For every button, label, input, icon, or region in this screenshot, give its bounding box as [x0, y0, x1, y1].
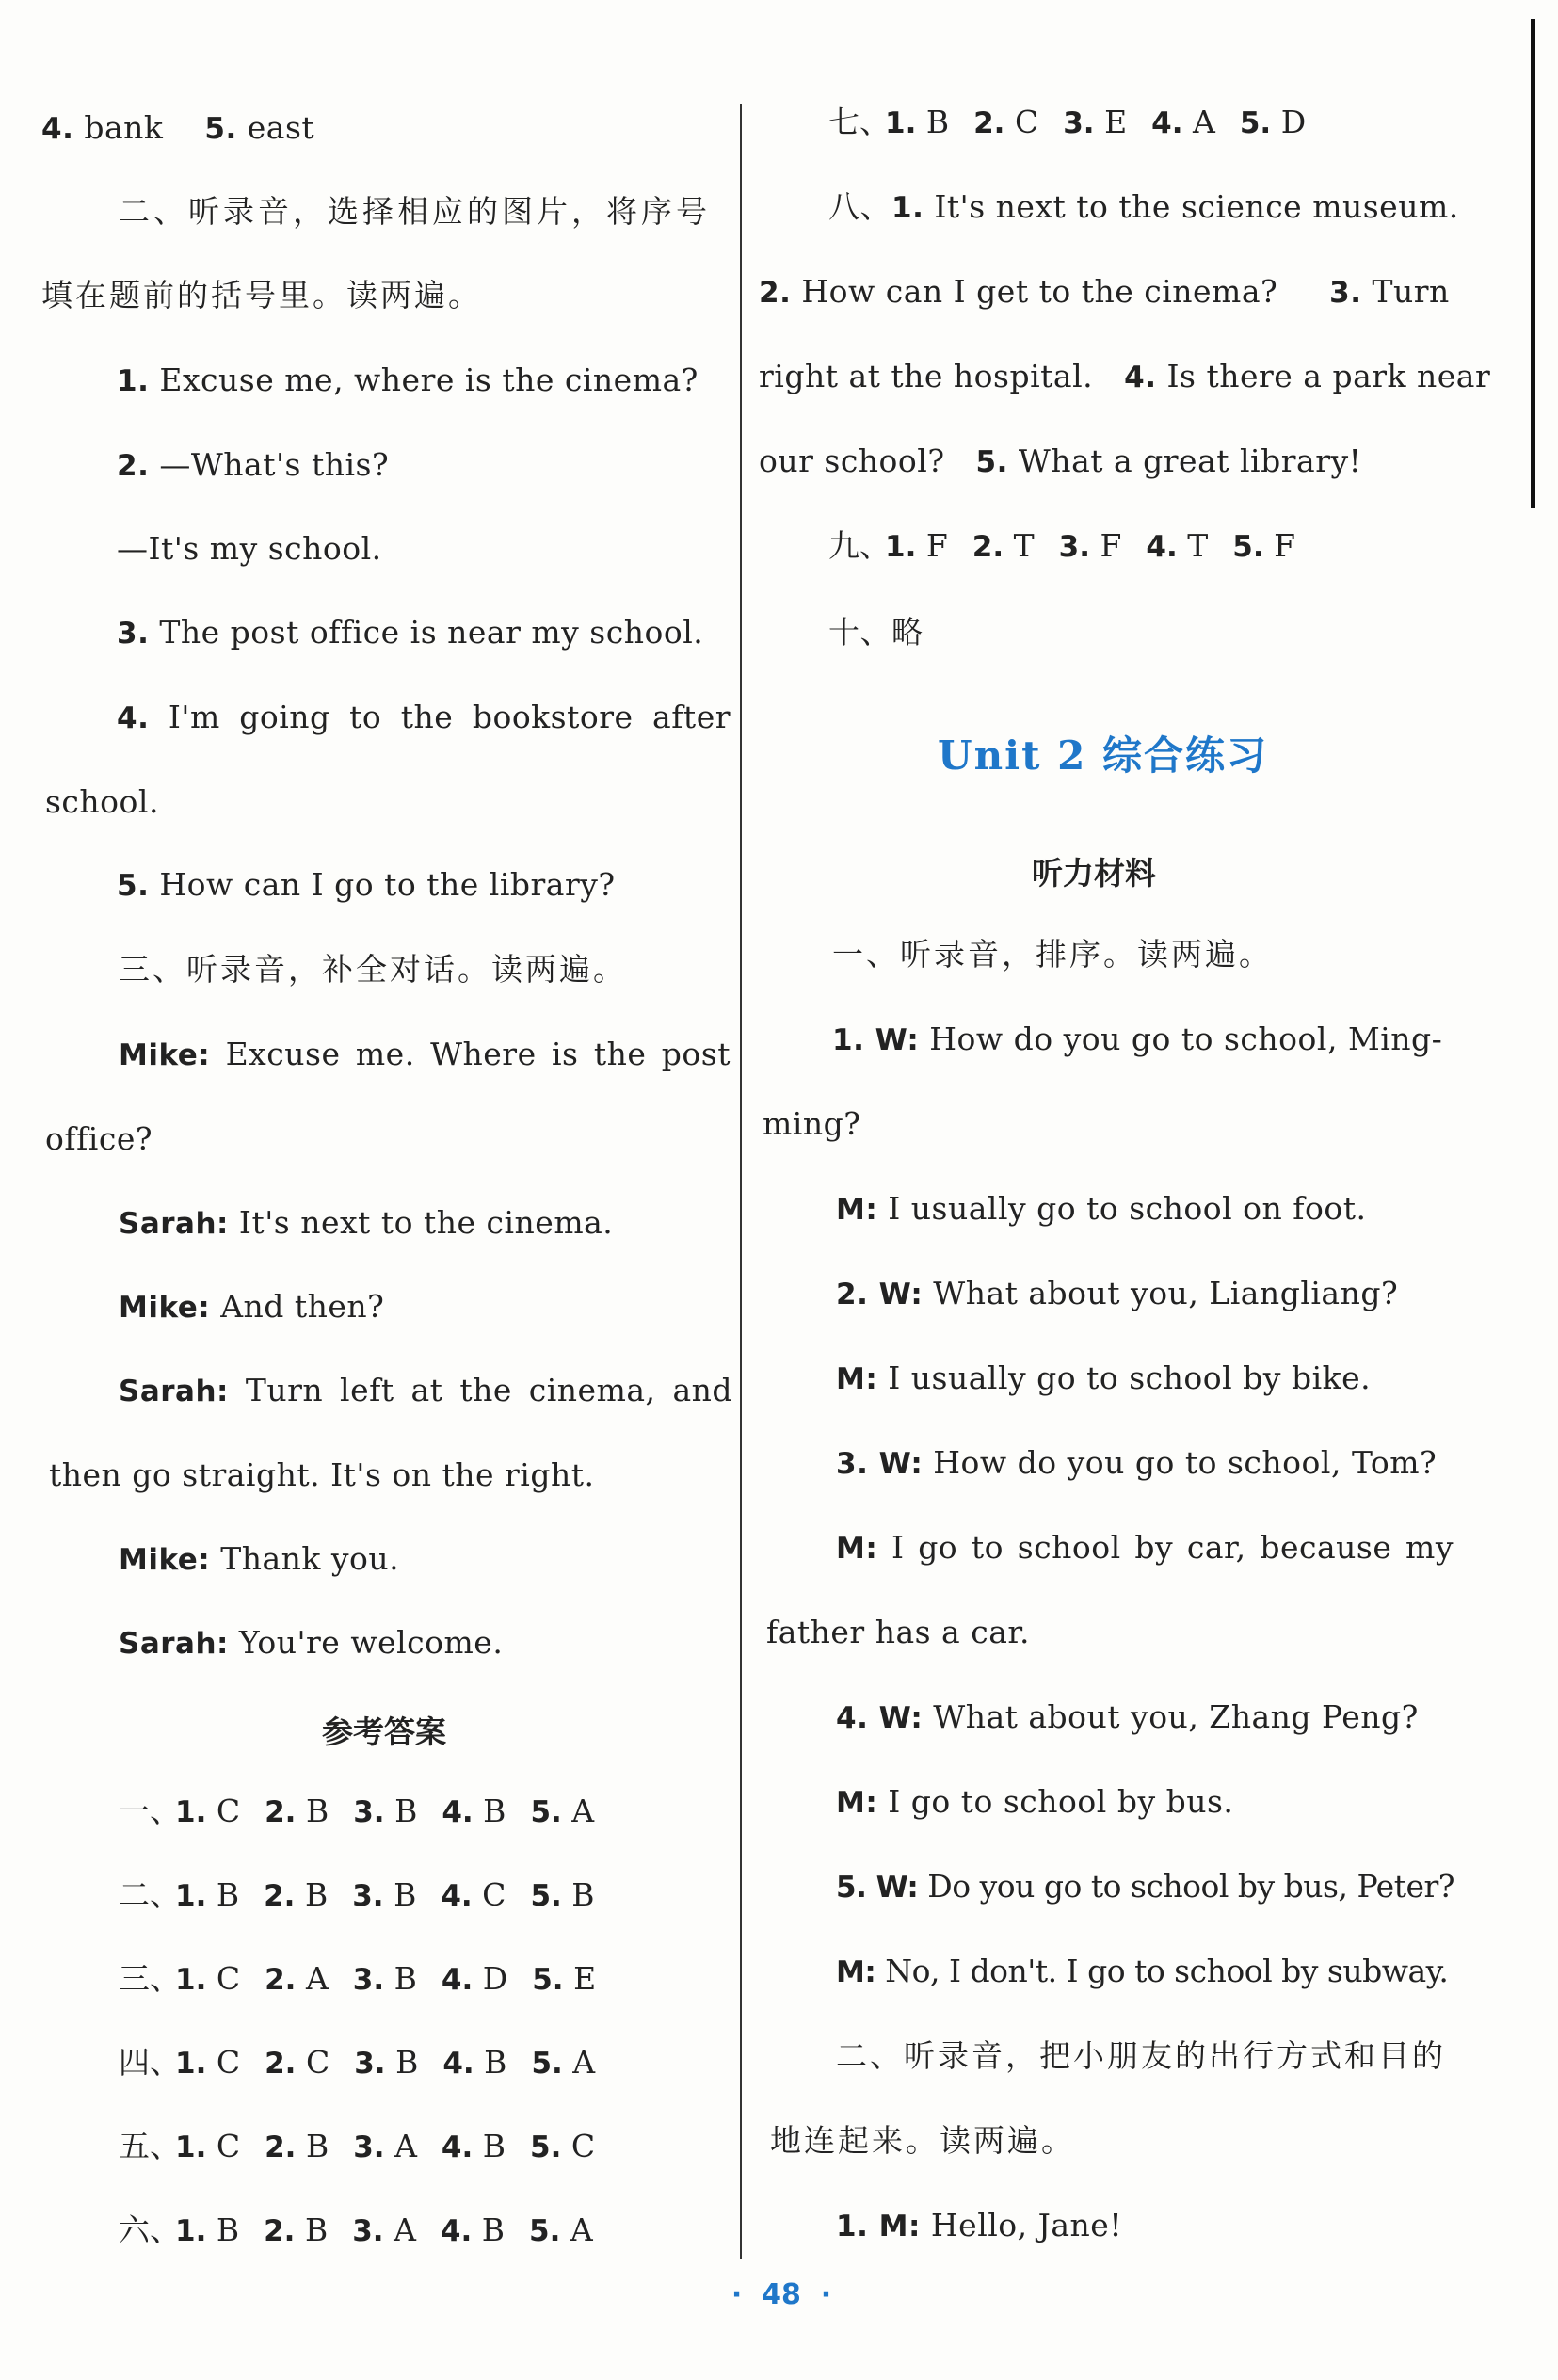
- answer-item: [441, 2211, 505, 2250]
- answer-item: [264, 1876, 328, 1915]
- answer-item: [1240, 104, 1306, 142]
- answer-item-value: B: [295, 1876, 329, 1913]
- answer-item-value: D: [473, 1960, 508, 1997]
- answer-item: [1151, 104, 1215, 142]
- answer-item-value: B: [472, 2211, 506, 2248]
- answer-item-value: T: [1004, 527, 1035, 564]
- answer-item-value: E: [563, 1960, 597, 1997]
- answer-item-number: 3.: [352, 1963, 385, 1997]
- unit-title: Unit 2 综合练习: [938, 732, 1268, 779]
- answer-item-value: F: [916, 527, 948, 564]
- answer-row-label: 四、: [119, 2044, 181, 2081]
- answer-row-7: [828, 104, 1330, 142]
- answer-item-value: B: [916, 104, 950, 140]
- answer-item-value: E: [1094, 104, 1128, 140]
- answer-row: [119, 2211, 618, 2250]
- answer-item-number: 1.: [175, 1879, 207, 1913]
- page-dot-right: ·: [820, 2278, 832, 2311]
- answer-row-label: 三、: [119, 1960, 181, 1997]
- answer-item-number: 1.: [175, 2047, 207, 2081]
- answer-item: [353, 1793, 417, 1831]
- page-number: [697, 2278, 866, 2311]
- answer-item: [442, 1793, 506, 1831]
- answer-item-number: 3.: [1063, 106, 1095, 140]
- answer-item-value: D: [1271, 104, 1307, 140]
- answer-item-value: C: [206, 1793, 241, 1829]
- left-line-13: office?: [45, 1120, 153, 1157]
- answer-row: [119, 2044, 619, 2082]
- answer-item: [532, 1960, 596, 1999]
- right-line-10: 1. W: How do you go to school, Ming-: [832, 1021, 1443, 1057]
- answer-item-value: B: [473, 1793, 506, 1829]
- answer-item: [531, 2044, 595, 2082]
- answer-row-label: 五、: [119, 2128, 181, 2164]
- answer-item: [175, 2128, 240, 2166]
- answer-item-value: A: [384, 2128, 417, 2164]
- answer-item-value: T: [1177, 527, 1209, 564]
- left-line-17: then go straight. It's on the right.: [49, 1456, 595, 1493]
- answer-item-number: 3.: [352, 1879, 384, 1913]
- answer-item: [353, 2128, 417, 2166]
- right-line-22: 二、听录音，把小朋友的出行方式和目的: [836, 2037, 1446, 2074]
- answer-item: [353, 1960, 417, 1999]
- answer-item-value: A: [383, 2211, 416, 2248]
- answer-item: [530, 1876, 594, 1915]
- answer-item-number: 1.: [885, 530, 917, 564]
- right-line-19: M: I go to school by bus.: [836, 1783, 1234, 1820]
- answer-item: [530, 2128, 595, 2166]
- right-line-18: 4. W: What about you, Zhang Peng?: [836, 1698, 1419, 1735]
- answer-item-value: B: [206, 1876, 240, 1913]
- answer-item: [265, 1960, 329, 1999]
- answer-row: [119, 1876, 619, 1915]
- left-line-07: 3. The post office is near my school.: [117, 614, 704, 651]
- left-line-18: Mike: Thank you.: [119, 1540, 400, 1577]
- answer-item: [175, 2044, 240, 2082]
- answer-item: [175, 1793, 240, 1831]
- answer-row-9: [828, 527, 1320, 566]
- answer-item-number: 4.: [442, 1795, 474, 1829]
- answer-item-value: B: [383, 1876, 417, 1913]
- answer-item-value: B: [473, 2128, 506, 2164]
- left-line-08: 4. I'm going to the bookstore after: [117, 699, 731, 735]
- answer-item-number: 2.: [265, 1795, 297, 1829]
- answer-item-value: F: [1089, 527, 1122, 564]
- answer-item-number: 4.: [441, 1879, 473, 1913]
- right-line-16: M: I go to school by car, because my: [836, 1529, 1454, 1566]
- answer-item: [885, 104, 949, 142]
- answer-item: [352, 2211, 416, 2250]
- left-line-06: —It's my school.: [117, 530, 382, 567]
- left-line-02: 二、听录音，选择相应的图片，将序号: [119, 193, 711, 230]
- page-edge-bar: [1531, 19, 1535, 508]
- answer-item: [265, 1793, 329, 1831]
- right-line-21: M: No, I don't. I go to school by subway.: [836, 1953, 1449, 1989]
- answer-item-value: B: [385, 2044, 419, 2081]
- right-line-03: 2. How can I get to the cinema? 3. Turn: [759, 273, 1450, 310]
- right-line-14: M: I usually go to school by bike.: [836, 1359, 1372, 1396]
- answer-item-number: 2.: [265, 1963, 297, 1997]
- left-line-10: 5. How can I go to the library?: [117, 866, 616, 903]
- answer-item-number: 3.: [354, 2047, 386, 2081]
- page-dot-left: ·: [731, 2278, 743, 2311]
- answer-item: [1063, 104, 1127, 142]
- right-line-24: 1. M: Hello, Jane!: [836, 2207, 1123, 2243]
- answer-item-value: C: [472, 1876, 506, 1913]
- answer-item-number: 1.: [885, 106, 917, 140]
- answer-item: [175, 2211, 239, 2250]
- answer-item: [973, 104, 1038, 142]
- answer-item: [265, 2044, 329, 2082]
- answer-row-label: 九、: [828, 527, 891, 564]
- right-line-05: our school? 5. What a great library!: [759, 442, 1362, 479]
- right-line-13: 2. W: What about you, Liangliang?: [836, 1275, 1399, 1311]
- answer-item-number: 5.: [1232, 530, 1264, 564]
- answer-item-number: 3.: [353, 2131, 385, 2164]
- answer-item: [1059, 527, 1122, 566]
- answer-item-number: 3.: [352, 2214, 384, 2248]
- answer-item-number: 1.: [175, 1795, 207, 1829]
- answer-item-number: 5.: [530, 1879, 562, 1913]
- answer-item-number: 4.: [1146, 530, 1178, 564]
- answer-item-number: 5.: [530, 2131, 562, 2164]
- left-line-03: 填在题前的括号里。读两遍。: [41, 277, 482, 314]
- left-line-12: Mike: Excuse me. Where is the post: [119, 1036, 731, 1072]
- answer-row-label: 六、: [119, 2211, 181, 2248]
- right-line-04: right at the hospital. 4. Is there a park near: [759, 358, 1491, 394]
- answer-item-value: A: [560, 2211, 593, 2248]
- answer-item-number: 3.: [353, 1795, 385, 1829]
- left-line-16: Sarah: Turn left at the cinema, and: [119, 1372, 732, 1408]
- answer-item: [972, 527, 1035, 566]
- answer-item-value: A: [1182, 104, 1215, 140]
- answer-item: [264, 2211, 328, 2250]
- answer-item-number: 2.: [264, 1879, 296, 1913]
- answer-item-value: C: [561, 2128, 596, 2164]
- answer-item: [175, 1960, 240, 1999]
- answer-item-number: 4.: [441, 1963, 474, 1997]
- page-number-value: 48: [762, 2278, 801, 2311]
- answer-item-value: C: [206, 2044, 241, 2081]
- right-line-07: 十、略: [828, 614, 924, 651]
- right-line-11: ming?: [763, 1105, 861, 1142]
- right-line-02: 八、1. It's next to the science museum.: [828, 188, 1459, 225]
- answer-item-number: 4.: [440, 2214, 473, 2248]
- answer-row: [119, 1793, 618, 1831]
- answer-item-number: 4.: [1151, 106, 1183, 140]
- answer-item-value: B: [295, 2211, 329, 2248]
- answer-row: [119, 2128, 619, 2166]
- answer-item: [442, 2128, 506, 2166]
- right-line-23: 地连起来。读两遍。: [770, 2122, 1075, 2159]
- answer-item-number: 2.: [265, 2047, 297, 2081]
- right-line-15: 3. W: How do you go to school, Tom?: [836, 1444, 1438, 1481]
- answers-heading: 参考答案: [322, 1713, 446, 1750]
- answer-item-number: 5.: [1239, 106, 1272, 140]
- answer-item-number: 1.: [175, 2131, 207, 2164]
- answer-item-value: B: [296, 2128, 329, 2164]
- answer-item: [442, 1960, 507, 1999]
- left-line-14: Sarah: It's next to the cinema.: [119, 1204, 614, 1241]
- answer-item: [441, 1876, 506, 1915]
- answer-item-number: 5.: [530, 1795, 562, 1829]
- answer-item-number: 4.: [442, 2047, 474, 2081]
- answer-item-number: 5.: [532, 1963, 564, 1997]
- answer-item: [175, 1876, 239, 1915]
- answer-item-value: A: [561, 1793, 595, 1829]
- answer-item-number: 1.: [175, 2214, 207, 2248]
- answer-item-value: B: [384, 1793, 418, 1829]
- answer-row-label: 二、: [119, 1876, 181, 1913]
- answer-item: [529, 2211, 593, 2250]
- answer-item-value: B: [296, 1793, 329, 1829]
- answer-item-number: 3.: [1058, 530, 1090, 564]
- answer-item: [885, 527, 948, 566]
- answer-item-value: B: [474, 2044, 507, 2081]
- answer-item-value: F: [1263, 527, 1295, 564]
- answer-item: [530, 1793, 594, 1831]
- answer-item-number: 5.: [531, 2047, 563, 2081]
- answer-item-value: A: [296, 1960, 329, 1997]
- left-line-15: Mike: And then?: [119, 1288, 385, 1325]
- right-line-09: 一、听录音，排序。读两遍。: [832, 936, 1273, 973]
- left-line-11: 三、听录音，补全对话。读两遍。: [119, 951, 627, 988]
- answer-item-value: B: [561, 1876, 595, 1913]
- answer-item: [354, 2044, 418, 2082]
- answer-item: [1232, 527, 1295, 566]
- answer-item-number: 5.: [529, 2214, 561, 2248]
- column-divider: [740, 104, 742, 2259]
- answer-item-value: A: [562, 2044, 596, 2081]
- answer-row-label: 一、: [119, 1793, 181, 1829]
- answer-item: [442, 2044, 506, 2082]
- answer-item-number: 1.: [175, 1963, 207, 1997]
- answer-item-number: 2.: [973, 106, 1005, 140]
- right-line-20: 5. W: Do you go to school by bus, Peter?: [836, 1868, 1454, 1905]
- answer-item: [352, 1876, 416, 1915]
- answer-item-number: 2.: [265, 2131, 297, 2164]
- answer-item-number: 2.: [972, 530, 1004, 564]
- answer-item: [1146, 527, 1208, 566]
- answer-item-number: 2.: [264, 2214, 296, 2248]
- left-line-04: 1. Excuse me, where is the cinema?: [117, 362, 699, 398]
- left-line-09: school.: [45, 783, 159, 820]
- listening-heading: 听力材料: [1032, 855, 1156, 892]
- answer-item-value: C: [1004, 104, 1039, 140]
- answer-item: [265, 2128, 329, 2166]
- answer-item-value: C: [206, 1960, 241, 1997]
- answer-item-number: 4.: [441, 2131, 474, 2164]
- left-line-19: Sarah: You're welcome.: [119, 1624, 504, 1661]
- answer-item-value: C: [296, 2044, 330, 2081]
- answer-row: [119, 1960, 620, 1999]
- answer-item-value: C: [206, 2128, 241, 2164]
- right-line-17: father has a car.: [766, 1614, 1031, 1650]
- answer-row-label: 七、: [828, 104, 891, 140]
- left-line-05: 2. —What's this?: [117, 446, 390, 483]
- right-line-12: M: I usually go to school on foot.: [836, 1190, 1367, 1227]
- answer-item-value: B: [384, 1960, 417, 1997]
- answer-item-value: B: [206, 2211, 240, 2248]
- left-line-01: 4. bank 5. east: [41, 109, 315, 146]
